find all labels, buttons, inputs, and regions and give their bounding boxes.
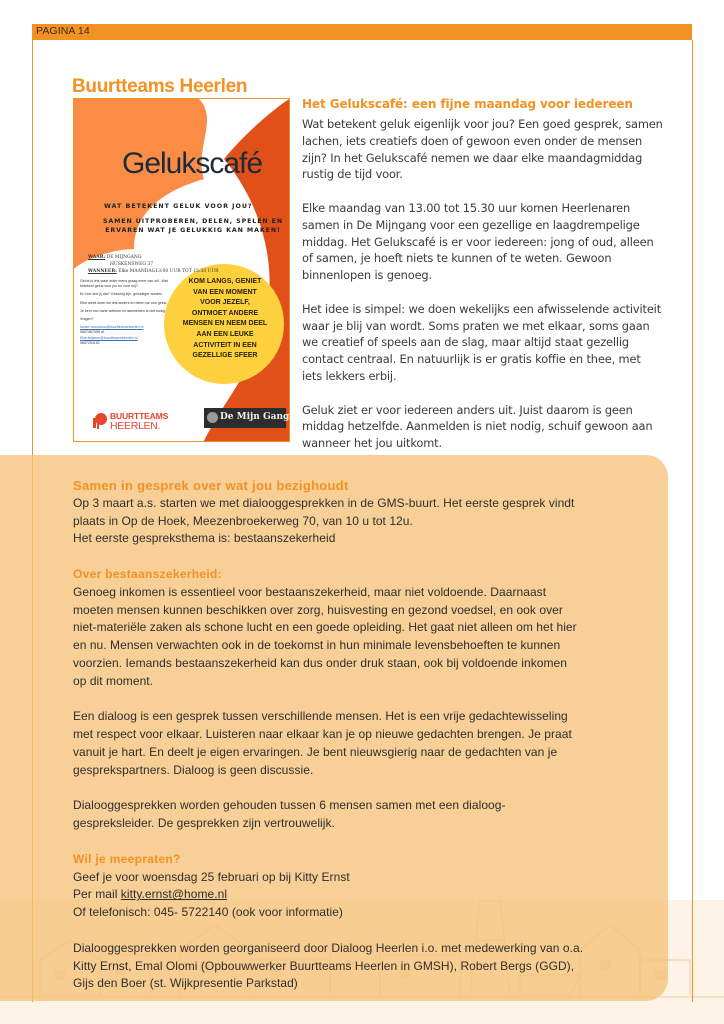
dialog-subheading: Wil je meepraten?	[73, 851, 181, 866]
logo-line-1: BUURTTEAMS	[110, 411, 169, 421]
circle-line: VAN EEN MOMENT	[193, 288, 257, 296]
dialog-line: met respect voor elkaar. Luisteren naar elkaar kan je op nieuwe gedachten brengen. Je praat	[73, 727, 572, 742]
circle-line: KOM LANGS, GENIET	[188, 278, 262, 285]
circle-line: ONTMOET ANDERE	[191, 309, 259, 317]
dialog-line: moeten mensen kunnen beschikken over zorg, huisvesting en gezond voedsel, en ook over	[73, 602, 563, 617]
circle-line: MENSEN EN NEEM DEEL	[182, 320, 268, 328]
poster-subtitle: SAMEN UITPROBEREN, DELEN, SPELEN EN ERVAREN WAT JE GELUKKIG KAN MAKEN!	[102, 218, 284, 234]
buurtteams-logo-icon	[92, 412, 108, 430]
article-paragraph: Wat betekent geluk eigenlijk voor jou? Een goed gesprek, samen lachen, iets creatiefs doen of gewoon even onder de mensen zijn? In het Gelukscafé nemen we daar elke maandagmiddag rustig de tijd voor.	[302, 117, 663, 182]
article-body	[302, 116, 664, 469]
dialog-line: voorzien. Iemands bestaanszekerheid kan dus onder druk staan, ook bij voldoende inkomen	[73, 655, 567, 670]
poster-info-line: Elke week doen we iets anders en delen we ons geluk.	[80, 300, 168, 305]
poster-email-link[interactable]: louise.voordouw@buurtteamsheerlen.nl	[80, 325, 144, 330]
poster-address: HUSKENSWEG 37	[110, 262, 154, 267]
poster-email-link[interactable]: Elke.thijssen@buurtteamsheerlen.nl	[80, 335, 138, 340]
wanneer-label: WANNEER:	[88, 269, 117, 274]
dialog-line: Of telefonisch: 045- 5722140 (ook voor informatie)	[73, 905, 343, 920]
dialog-line: Dialooggesprekken worden georganiseerd door Dialoog Heerlen i.o. met medewerking van o.a.	[73, 940, 584, 955]
mijngang-logo-text: De Mijn Gang	[220, 412, 290, 422]
poster-info-line: Vragen?	[80, 317, 94, 322]
waar-label: WAAR:	[88, 255, 106, 260]
dialog-subheading: Over bestaanszekerheid:	[73, 566, 222, 581]
poster-circle-text	[166, 277, 284, 362]
de-mijngang-logo	[204, 408, 290, 428]
logo-line-2: HEERLEN.	[110, 420, 161, 432]
waar-value: DE MIJNGANG	[106, 255, 142, 260]
dialog-line: Dialooggesprekken worden gehouden tussen 6 mensen samen met een dialoog-	[73, 798, 506, 813]
poster-phone: 0657251152	[80, 340, 100, 345]
circle-line: GEZELLIGE SFEER	[192, 352, 258, 360]
mijngang-emblem-icon	[207, 412, 218, 423]
dialog-line: Op 3 maart a.s. starten we met dialooggesprekken in de GMS-buurt. Het eerste gesprek vindt	[73, 495, 575, 510]
dialog-content	[73, 477, 669, 993]
article-paragraph: Geluk ziet er voor iedereen anders uit. Juist daarom is geen middag hetzelfde. Aanmelden is niet nodig, schuif gewoon aan wanneer het jou uitkomt.	[302, 402, 653, 451]
article-paragraph: Elke maandag van 13.00 tot 15.30 uur komen Heerlenaren samen in De Mijngang voor een gezellige en laagdrempelige middag. Het Gelukscafé is er voor iedereen: jong of oud, alleen of samen, je hoeft niets te kunnen of te weten. Gewoon binnenlopen is genoeg.	[302, 200, 654, 283]
section-title: Buurtteams Heerlen	[72, 76, 248, 97]
dialog-line: Een dialoog is een gesprek tussen verschillende mensen. Het is een vrije gedachtewisseling	[73, 709, 568, 724]
dialog-line: vanuit je hart. En deelt je eigen ervaringen. Je bent nieuwsgierig naar de gedachten van je	[73, 744, 558, 759]
circle-line: VOOR JEZELF,	[200, 299, 250, 307]
article-heading: Het Gelukscafé: een fijne maandag voor iedereen	[302, 97, 633, 111]
mail-line	[73, 886, 669, 904]
poster-brand: Gelukscafé	[122, 147, 263, 180]
poster-info	[80, 279, 168, 346]
email-link[interactable]: kitty.ernst@home.nl	[120, 887, 228, 902]
poster-question: WAT BETEKENT GELUK VOOR JOU?	[104, 203, 253, 210]
circle-line: AAN EEN LEUKE	[196, 330, 254, 338]
dialog-line: Het eerste gespreksthema is: bestaanszekerheid	[73, 531, 336, 546]
poster-location	[88, 254, 219, 275]
dialog-line: plaats in Op de Hoek, Meezenbroekerweg 70, van 10 u tot 12u.	[73, 513, 413, 528]
dialog-line: gesprekspartners. Dialoog is geen discussie.	[73, 762, 314, 777]
dialog-line: Gijs den Boer (st. Wijkpresentie Parkstad)	[73, 976, 298, 991]
poster-info-line: Geluk is iets waar ieder mens graag meer van wil.. Wat betekent geluk voor jou en voor mij?	[80, 279, 168, 289]
dialog-line: Kitty Ernst, Emal Olomi (Opbouwwerker Buurtteams Heerlen in GMSH), Robert Bergs (GGD),	[73, 958, 575, 973]
wanneer-value: Elke MAANDAG13:00 UUR TOT 15:30 UUR	[118, 269, 219, 274]
dialog-line: niet-materiële zaken als schone lucht en een goede opleiding. Het gaat niet alleen om het hier	[73, 620, 577, 635]
gelukscafe-poster	[73, 98, 290, 442]
article-paragraph: Het idee is simpel: we doen wekelijks een afwisselende activiteit waar je blij van wordt. Soms praten we met elkaar, soms gaan we creatief of speels aan de slag, maar altijd staat gezellig contact centraal. En natuurlijk is er gratis koffie en thee, met iets lekkers erbij.	[302, 301, 662, 383]
dialog-line: Geef je voor woensdag 25 februari op bij Kitty Ernst	[73, 869, 350, 884]
dialog-heading: Samen in gesprek over wat jou bezighoudt	[73, 478, 349, 493]
dialog-line: en nu. Mensen verwachten ook in de toekomst in hun minimale levensbehoeften te kunnen	[73, 638, 561, 653]
dialog-line: gespreksleider. De gesprekken zijn vertrouwelijk.	[73, 816, 335, 831]
poster-info-line: En hoe doe jij dat? Gelukkig zijn, gelukkiger worden.	[80, 292, 164, 297]
circle-line: ACTIVITEIT IN EEN	[193, 341, 257, 349]
page-number-label: PAGINA 14	[36, 25, 90, 37]
dialog-line: op dit moment.	[73, 673, 154, 688]
poster-phone: 0657467056 of	[80, 330, 104, 335]
page-header-bar	[32, 24, 692, 40]
mail-prefix: Per mail	[73, 887, 121, 902]
frame-border-right	[692, 40, 693, 1002]
poster-info-line: Je bent van harte welkom en aanmelden is niet nodig.	[80, 308, 166, 313]
dialog-line: Genoeg inkomen is essentieel voor bestaanszekerheid, maar niet voldoende. Daarnaast	[73, 584, 547, 599]
